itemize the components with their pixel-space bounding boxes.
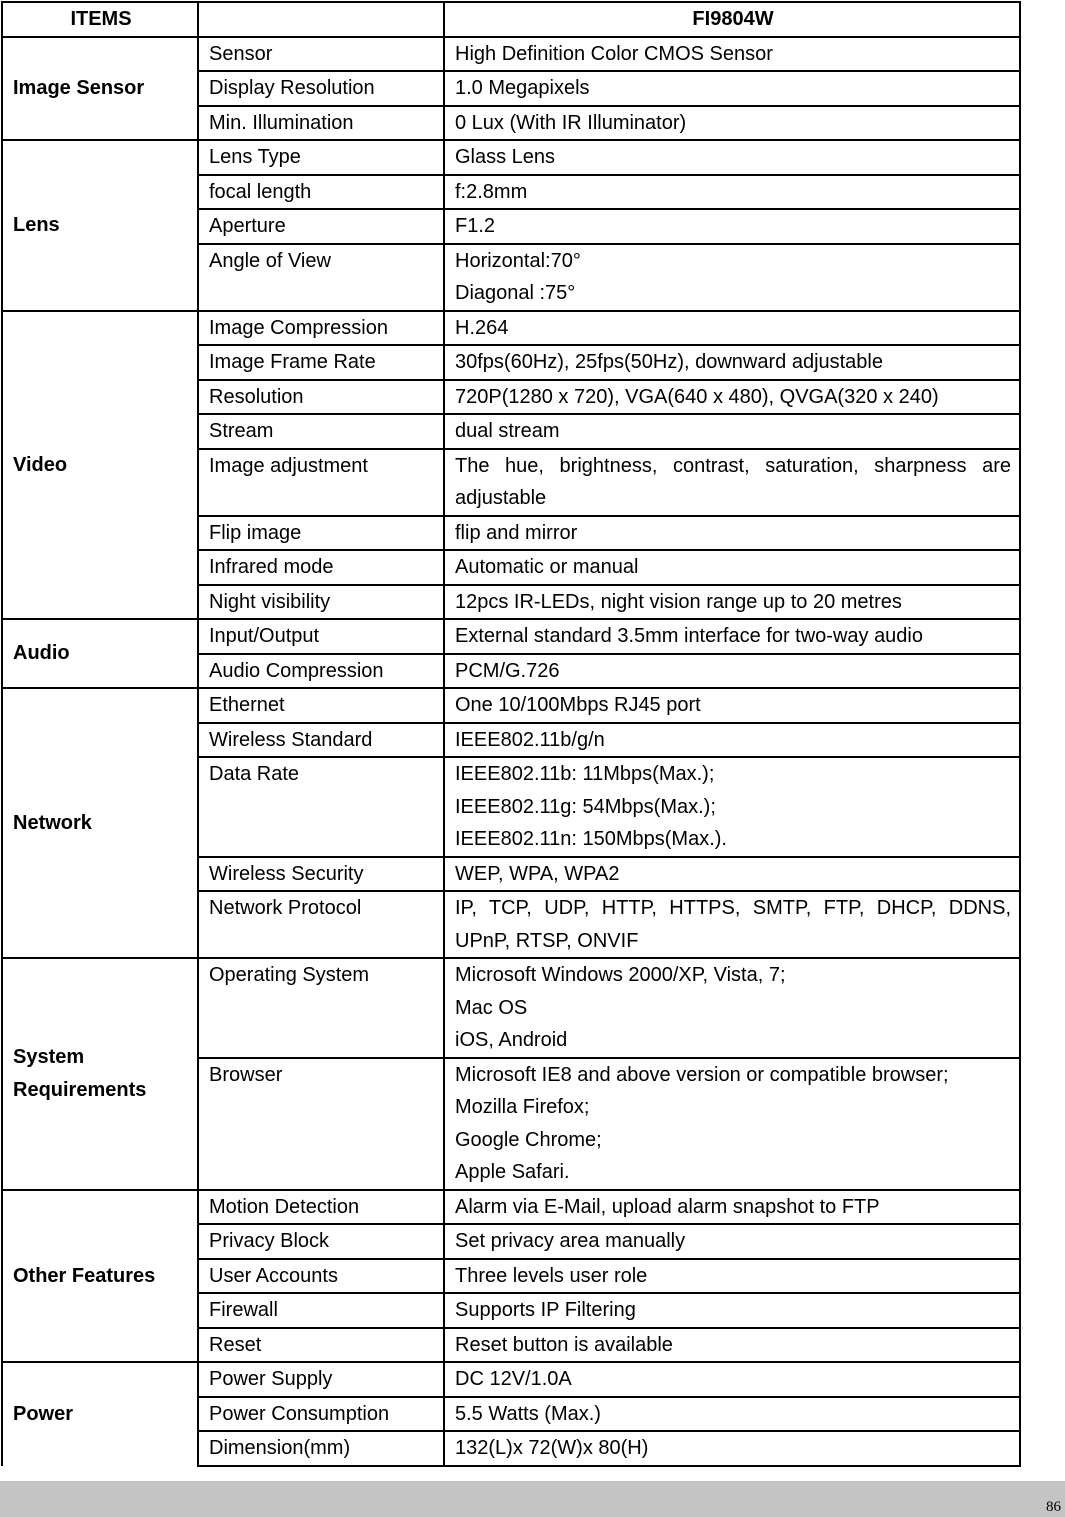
property-label: Lens Type	[198, 140, 444, 175]
category-cell: Other Features	[2, 1190, 198, 1363]
value-line: 132(L)x 72(W)x 80(H)	[455, 1437, 649, 1459]
value-line: Diagonal :75°	[455, 282, 576, 304]
value-line: 30fps(60Hz), 25fps(50Hz), downward adjustable	[455, 351, 883, 373]
footer-bar	[0, 1481, 1065, 1517]
property-value	[444, 71, 1020, 106]
property-label: Infrared mode	[198, 550, 444, 585]
property-label: Operating System	[198, 958, 444, 1058]
value-line: flip and mirror	[455, 521, 578, 544]
property-label: Angle of View	[198, 244, 444, 311]
property-label: Wireless Standard	[198, 723, 444, 758]
category-cell: Power	[2, 1362, 198, 1466]
table-row	[2, 311, 1020, 346]
property-label: Audio Compression	[198, 654, 444, 689]
property-label: Display Resolution	[198, 71, 444, 106]
value-line: External standard 3.5mm interface for two-way audio	[455, 625, 923, 647]
property-value	[444, 723, 1020, 758]
value-line: Three levels user role	[455, 1264, 648, 1287]
value-line: 0 Lux (With IR Illuminator)	[455, 111, 687, 134]
table-row	[2, 1362, 1020, 1397]
property-label: Privacy Block	[198, 1224, 444, 1259]
table-row	[2, 37, 1020, 72]
category-cell: System Requirements	[2, 958, 198, 1190]
property-value	[444, 516, 1020, 551]
table-row	[2, 140, 1020, 175]
property-value	[444, 175, 1020, 210]
property-label: Flip image	[198, 516, 444, 551]
property-label: Motion Detection	[198, 1190, 444, 1225]
value-line: Mozilla Firefox;	[455, 1096, 590, 1118]
property-value	[444, 37, 1020, 72]
category-cell: Network	[2, 688, 198, 958]
property-label: Data Rate	[198, 757, 444, 857]
header-items: ITEMS	[2, 2, 198, 37]
property-label: Sensor	[198, 37, 444, 72]
table-row	[2, 1190, 1020, 1225]
property-value	[444, 311, 1020, 346]
value-line: 5.5 Watts (Max.)	[455, 1402, 601, 1425]
property-label: Image Compression	[198, 311, 444, 346]
value-line: Mac OS	[455, 996, 528, 1019]
property-value	[444, 1293, 1020, 1328]
value-line: IP, TCP, UDP, HTTP, HTTPS, SMTP, FTP, DHCP, DDNS, UPnP, RTSP, ONVIF	[455, 897, 1011, 952]
value-line: Horizontal:70°	[455, 249, 581, 272]
value-line: IEEE802.11b/g/n	[455, 728, 605, 751]
property-label: Browser	[198, 1058, 444, 1190]
property-value	[444, 688, 1020, 723]
property-label: Image adjustment	[198, 449, 444, 516]
value-line: One 10/100Mbps RJ45 port	[455, 694, 701, 716]
property-value	[444, 1328, 1020, 1363]
property-value	[444, 1259, 1020, 1294]
category-cell: Video	[2, 311, 198, 620]
property-value	[444, 619, 1020, 654]
property-value	[444, 891, 1020, 958]
property-value	[444, 550, 1020, 585]
property-value	[444, 585, 1020, 620]
property-value	[444, 1362, 1020, 1397]
property-label: Night visibility	[198, 585, 444, 620]
value-line: iOS, Android	[455, 1029, 568, 1051]
page-number: 86	[1046, 1499, 1061, 1515]
value-line: 1.0 Megapixels	[455, 77, 590, 99]
table-row	[2, 958, 1020, 1058]
property-value	[444, 1058, 1020, 1190]
table-header-row	[2, 2, 1020, 37]
property-label: Ethernet	[198, 688, 444, 723]
property-label: Image Frame Rate	[198, 345, 444, 380]
value-line: Google Chrome;	[455, 1128, 602, 1151]
property-value	[444, 654, 1020, 689]
table-row	[2, 688, 1020, 723]
value-line: IEEE802.11n: 150Mbps(Max.).	[455, 828, 727, 850]
property-label: Dimension(mm)	[198, 1431, 444, 1466]
property-label: Min. Illumination	[198, 106, 444, 141]
property-value	[444, 857, 1020, 892]
property-value	[444, 1431, 1020, 1466]
value-line: Alarm via E-Mail, upload alarm snapshot to FTP	[455, 1195, 880, 1218]
property-label: User Accounts	[198, 1259, 444, 1294]
property-label: Aperture	[198, 209, 444, 244]
property-label: Network Protocol	[198, 891, 444, 958]
value-line: Supports IP Filtering	[455, 1299, 636, 1321]
value-line: WEP, WPA, WPA2	[455, 862, 620, 885]
property-value	[444, 958, 1020, 1058]
category-cell: Audio	[2, 619, 198, 688]
value-line: Automatic or manual	[455, 556, 639, 578]
property-value	[444, 1190, 1020, 1225]
property-label: Reset	[198, 1328, 444, 1363]
property-label: focal length	[198, 175, 444, 210]
property-label: Input/Output	[198, 619, 444, 654]
spec-body	[2, 37, 1020, 1466]
value-line: dual stream	[455, 420, 560, 442]
value-line: 12pcs IR-LEDs, night vision range up to 20 metres	[455, 590, 902, 613]
spec-table	[1, 1, 1021, 1467]
property-value	[444, 1397, 1020, 1432]
property-value	[444, 244, 1020, 311]
property-label: Firewall	[198, 1293, 444, 1328]
table-row	[2, 619, 1020, 654]
property-value	[444, 209, 1020, 244]
property-value	[444, 380, 1020, 415]
property-value	[444, 345, 1020, 380]
property-label: Wireless Security	[198, 857, 444, 892]
property-value	[444, 106, 1020, 141]
value-line: High Definition Color CMOS Sensor	[455, 42, 773, 65]
value-line: IEEE802.11g: 54Mbps(Max.);	[455, 795, 716, 818]
value-line: DC 12V/1.0A	[455, 1368, 572, 1390]
property-value	[444, 414, 1020, 449]
value-line: Microsoft IE8 and above version or compatible browser;	[455, 1063, 949, 1086]
value-line: H.264	[455, 316, 509, 339]
category-cell: Lens	[2, 140, 198, 311]
property-label: Power Consumption	[198, 1397, 444, 1432]
header-property	[198, 2, 444, 37]
property-value	[444, 449, 1020, 516]
value-line: PCM/G.726	[455, 659, 560, 682]
value-line: Apple Safari.	[455, 1161, 570, 1183]
property-value	[444, 757, 1020, 857]
value-line: Set privacy area manually	[455, 1230, 686, 1252]
property-value	[444, 1224, 1020, 1259]
value-line: IEEE802.11b: 11Mbps(Max.);	[455, 763, 715, 785]
value-line: The hue, brightness, contrast, saturation, sharpness are adjustable	[455, 454, 1011, 509]
value-line: f:2.8mm	[455, 180, 528, 203]
value-line: Microsoft Windows 2000/XP, Vista, 7;	[455, 964, 786, 986]
property-label: Resolution	[198, 380, 444, 415]
value-line: 720P(1280 x 720), VGA(640 x 480), QVGA(320 x 240)	[455, 385, 939, 408]
value-line: Glass Lens	[455, 146, 556, 168]
value-line: F1.2	[455, 215, 496, 237]
property-label: Stream	[198, 414, 444, 449]
property-label: Power Supply	[198, 1362, 444, 1397]
property-value	[444, 140, 1020, 175]
value-line: Reset button is available	[455, 1333, 673, 1356]
header-model: FI9804W	[444, 2, 1020, 37]
category-cell: Image Sensor	[2, 37, 198, 141]
